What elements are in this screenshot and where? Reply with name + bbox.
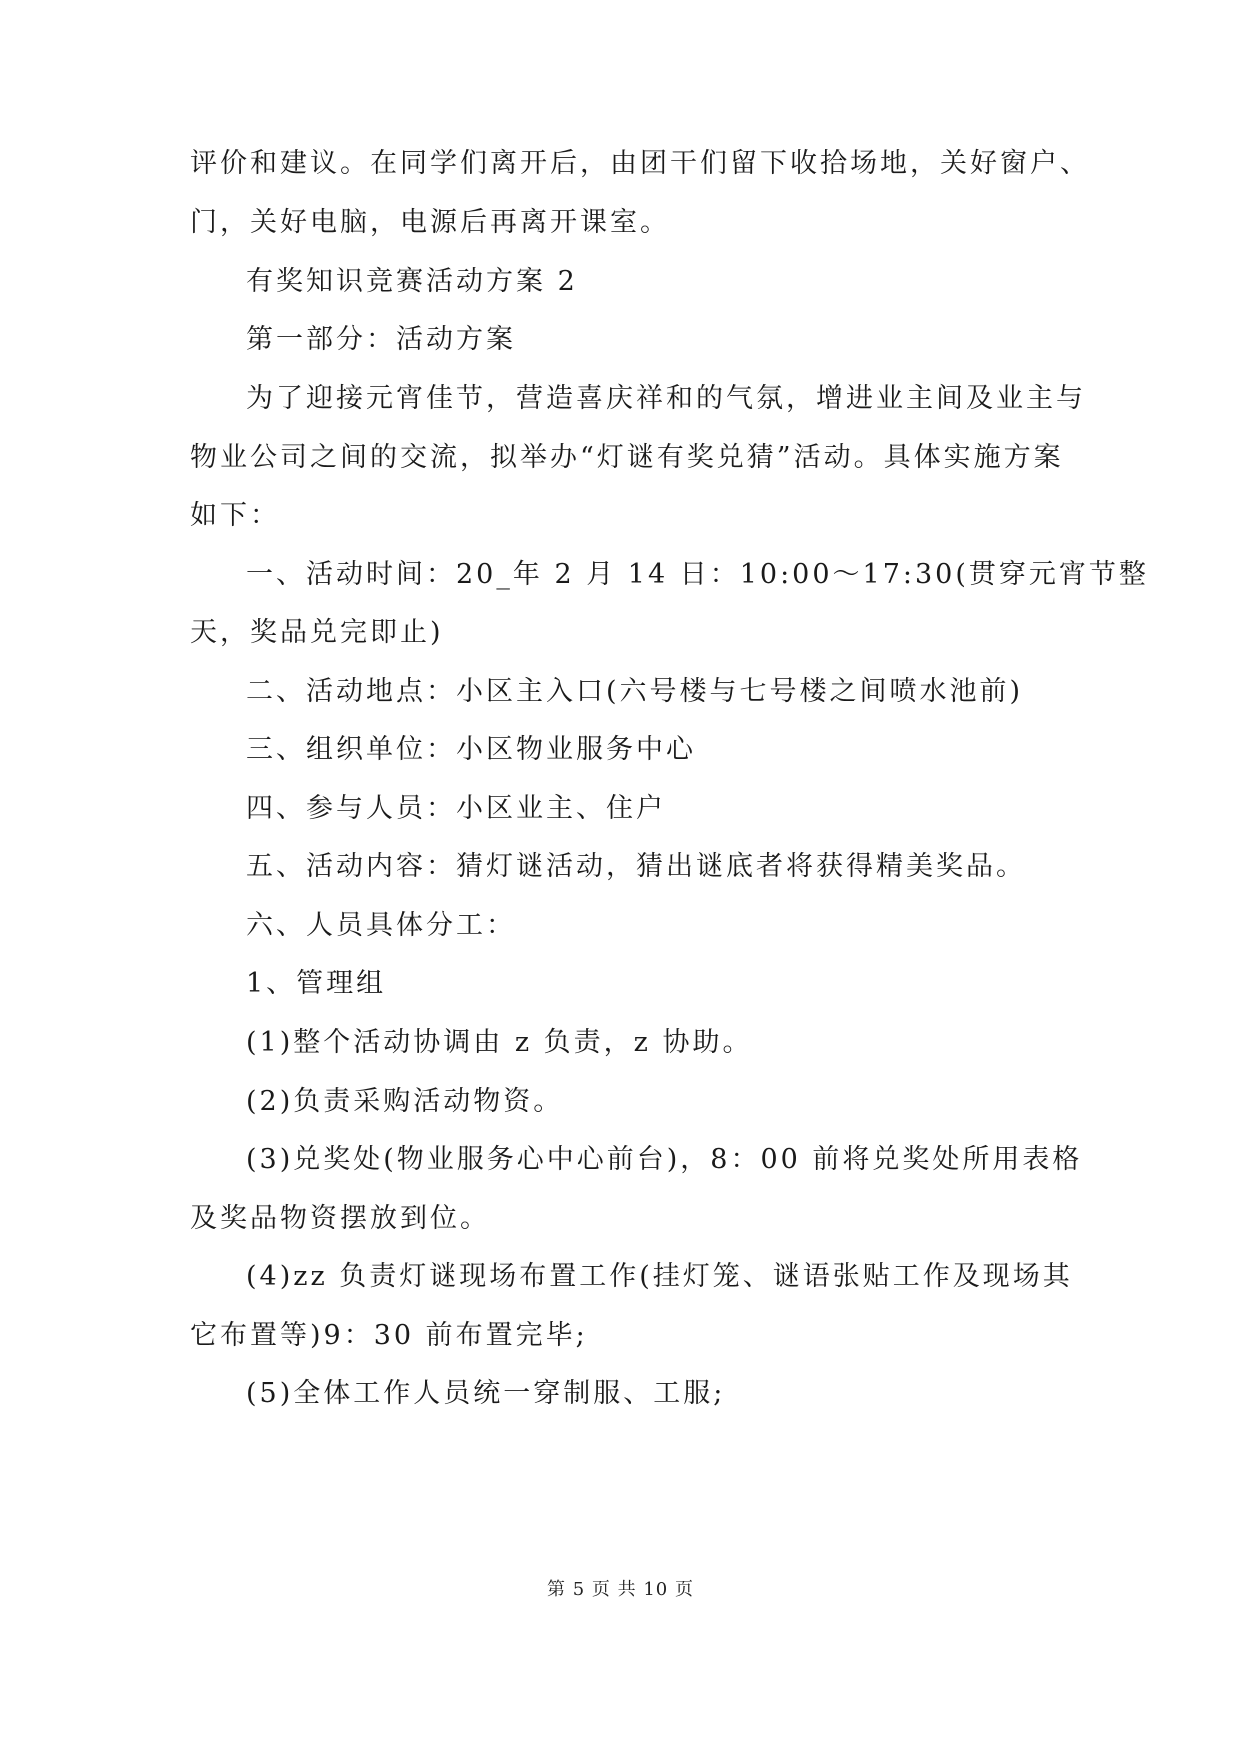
text-line: 门，关好电脑，电源后再离开课室。 bbox=[190, 207, 670, 238]
text-line: (4)zz 负责灯谜现场布置工作(挂灯笼、谜语张贴工作及现场其 bbox=[246, 1261, 1073, 1292]
text-line: 为了迎接元宵佳节，营造喜庆祥和的气氛，增进业主间及业主与 bbox=[246, 383, 1086, 414]
text-line: 三、组织单位：小区物业服务中心 bbox=[246, 734, 696, 765]
text-line: 及奖品物资摆放到位。 bbox=[190, 1203, 490, 1234]
text-line: 物业公司之间的交流，拟举办“灯谜有奖兑猜”活动。具体实施方案 bbox=[190, 442, 1064, 473]
text-line: 一、活动时间：20_年 2 月 14 日：10:00～17:30(贯穿元宵节整 bbox=[246, 559, 1149, 590]
text-line: (1)整个活动协调由 z 负责，z 协助。 bbox=[246, 1027, 753, 1058]
text-line: (2)负责采购活动物资。 bbox=[246, 1086, 564, 1117]
page-number: 第 5 页 共 10 页 bbox=[547, 1579, 694, 1600]
text-line: 六、人员具体分工： bbox=[246, 910, 516, 941]
text-line: 它布置等)9：30 前布置完毕; bbox=[190, 1320, 588, 1351]
text-line: 五、活动内容：猜灯谜活动，猜出谜底者将获得精美奖品。 bbox=[246, 851, 1026, 882]
text-line: 四、参与人员：小区业主、住户 bbox=[246, 793, 666, 824]
text-line: 二、活动地点：小区主入口(六号楼与七号楼之间喷水池前) bbox=[246, 676, 1024, 707]
text-line: 如下： bbox=[190, 500, 280, 531]
subsection-title: 第一部分：活动方案 bbox=[246, 324, 516, 355]
text-line: (5)全体工作人员统一穿制服、工服; bbox=[246, 1378, 726, 1409]
text-line: (3)兑奖处(物业服务心中心前台)，8：00 前将兑奖处所用表格 bbox=[246, 1144, 1083, 1175]
section-title: 有奖知识竞赛活动方案 2 bbox=[246, 266, 578, 297]
text-line: 评价和建议。在同学们离开后，由团干们留下收拾场地，关好窗户、 bbox=[190, 148, 1090, 179]
text-line: 1、管理组 bbox=[246, 968, 387, 999]
text-line: 天，奖品兑完即止) bbox=[190, 617, 444, 648]
